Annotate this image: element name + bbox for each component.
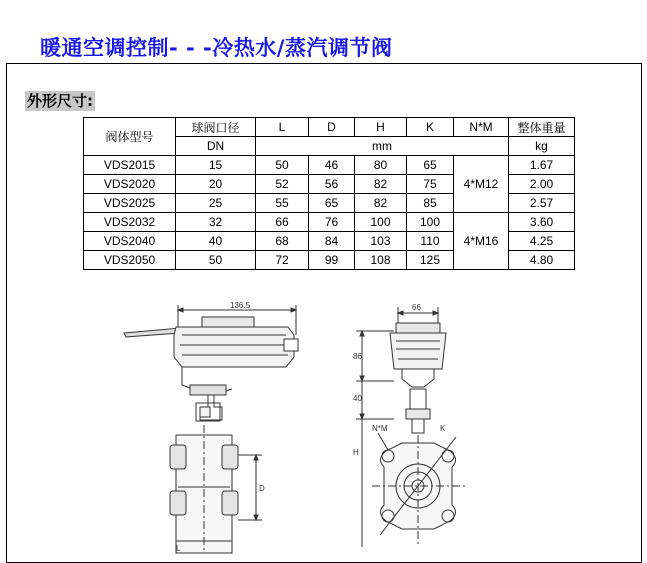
cell-l: 72: [256, 251, 309, 270]
dim-86: 86: [353, 352, 362, 361]
cell-model: VDS2015: [84, 156, 176, 175]
table-row: [84, 156, 575, 175]
cell-k: 125: [407, 251, 454, 270]
page-title: 暖通空调控制- - -冷热水/蒸汽调节阀: [40, 36, 393, 60]
cell-dn: 40: [176, 232, 256, 251]
cell-l: 55: [256, 194, 309, 213]
cell-dn: 50: [176, 251, 256, 270]
cell-h: 82: [355, 175, 407, 194]
cell-nm-group2: 4*M16: [454, 213, 509, 270]
col-header-h: H: [355, 118, 407, 137]
valve-side-view: [124, 301, 298, 553]
col-header-nm: N*M: [454, 118, 509, 137]
col-header-weight: 整体重量: [509, 118, 575, 137]
cell-d: 56: [309, 175, 355, 194]
cell-d: 65: [309, 194, 355, 213]
cell-l: 50: [256, 156, 309, 175]
cell-model: VDS2050: [84, 251, 176, 270]
col-header-l: L: [256, 118, 309, 137]
valve-drawing: [110, 295, 500, 557]
cell-dn: 20: [176, 175, 256, 194]
cell-l: 68: [256, 232, 309, 251]
cell-weight: 2.00: [509, 175, 575, 194]
col-header-k: K: [407, 118, 454, 137]
label-nm: N*M: [372, 424, 388, 433]
cell-k: 65: [407, 156, 454, 175]
unit-mm: mm: [256, 137, 509, 156]
cell-h: 82: [355, 194, 407, 213]
section-heading: 外形尺寸:: [27, 92, 93, 110]
col-header-bore: 球阀口径: [176, 118, 256, 137]
cell-weight: 4.25: [509, 232, 575, 251]
cell-model: VDS2040: [84, 232, 176, 251]
cell-d: 46: [309, 156, 355, 175]
cell-h: 80: [355, 156, 407, 175]
cell-model: VDS2032: [84, 213, 176, 232]
cell-h: 103: [355, 232, 407, 251]
dimension-table: [83, 117, 575, 270]
cell-k: 110: [407, 232, 454, 251]
cell-l: 52: [256, 175, 309, 194]
cell-d: 99: [309, 251, 355, 270]
cell-k: 100: [407, 213, 454, 232]
dim-h: H: [353, 448, 359, 457]
cell-h: 108: [355, 251, 407, 270]
dim-front-width: 66: [412, 303, 421, 312]
cell-nm-group1: 4*M12: [454, 156, 509, 213]
cell-l: 66: [256, 213, 309, 232]
cell-k: 85: [407, 194, 454, 213]
dim-side-width: 136.5: [230, 301, 251, 310]
cell-weight: 4.80: [509, 251, 575, 270]
table-header-row: [84, 118, 575, 137]
dim-d: D: [259, 484, 265, 493]
cell-model: VDS2025: [84, 194, 176, 213]
cell-dn: 15: [176, 156, 256, 175]
cell-d: 76: [309, 213, 355, 232]
cell-weight: 3.60: [509, 213, 575, 232]
col-header-model: 阀体型号: [84, 118, 176, 156]
unit-kg: kg: [509, 137, 575, 156]
cell-k: 75: [407, 175, 454, 194]
cell-weight: 1.67: [509, 156, 575, 175]
label-k: K: [440, 424, 446, 433]
table-row: [84, 213, 575, 232]
cell-model: VDS2020: [84, 175, 176, 194]
valve-front-view: [353, 303, 466, 547]
unit-dn: DN: [176, 137, 256, 156]
cell-weight: 2.57: [509, 194, 575, 213]
dim-40: 40: [353, 394, 362, 403]
cell-d: 84: [309, 232, 355, 251]
col-header-d: D: [309, 118, 355, 137]
cell-dn: 25: [176, 194, 256, 213]
dim-l: L: [176, 544, 181, 553]
cell-dn: 32: [176, 213, 256, 232]
cell-h: 100: [355, 213, 407, 232]
